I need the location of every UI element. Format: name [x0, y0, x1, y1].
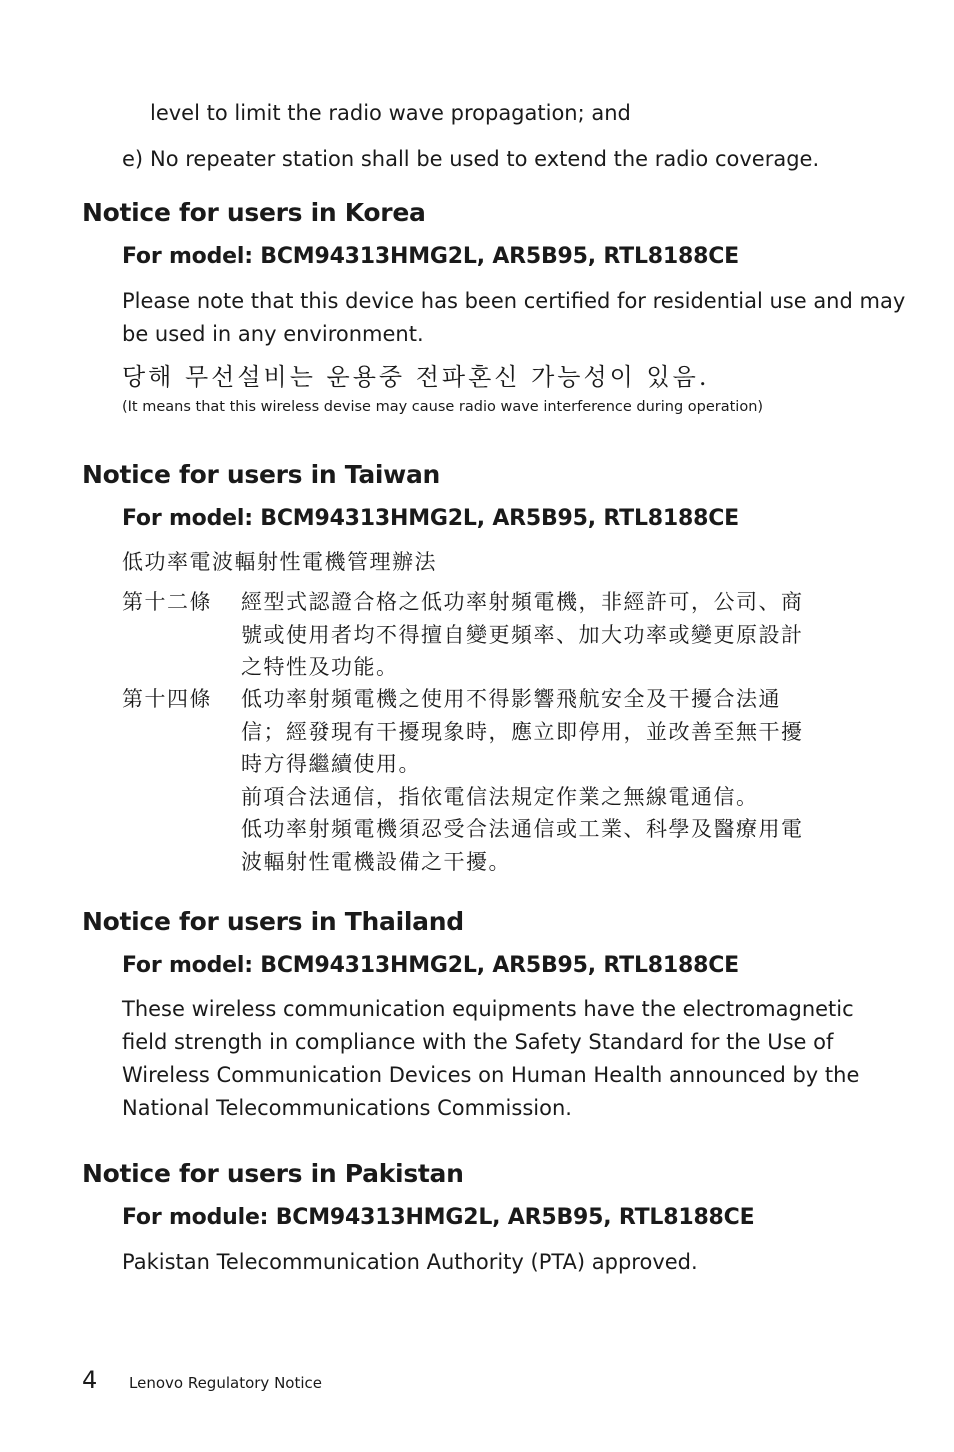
thailand-model: For model: BCM94313HMG2L, AR5B95, RTL8188CE [122, 953, 739, 978]
taiwan-article-14-line: 波輻射性電機設備之干擾。 [241, 849, 511, 874]
thailand-para-line: National Telecommunications Commission. [122, 1096, 572, 1120]
item-e-marker: e) [122, 147, 144, 171]
footer-doc-title: Lenovo Regulatory Notice [129, 1374, 322, 1392]
korea-korean-notice: 당해 무선설비는 운용중 전파혼신 가능성이 있음. [122, 363, 710, 391]
pakistan-model: For module: BCM94313HMG2L, AR5B95, RTL8188CE [122, 1205, 755, 1230]
taiwan-article-14-line: 前項合法通信，指依電信法規定作業之無線電通信。 [241, 784, 759, 809]
korea-translation: (It means that this wireless devise may cause radio wave interference during operation) [122, 399, 764, 415]
pakistan-heading: Notice for users in Pakistan [82, 1159, 464, 1188]
korea-para-line-1: Please note that this device has been certified for residential use and may [122, 289, 906, 313]
taiwan-article-12-line: 之特性及功能。 [241, 655, 399, 679]
taiwan-article-14-line: 低功率射頻電機之使用不得影響飛航安全及干擾合法通 [241, 687, 781, 711]
taiwan-regulation-title: 低功率電波輻射性電機管理辦法 [122, 550, 437, 574]
korea-heading: Notice for users in Korea [82, 198, 426, 227]
thailand-para-line: Wireless Communication Devices on Human Health announced by the [122, 1063, 860, 1087]
taiwan-article-14-line: 信；經發現有干擾現象時，應立即停用，並改善至無干擾 [241, 719, 804, 744]
item-e-text: No repeater station shall be used to extend the radio coverage. [150, 147, 820, 171]
taiwan-article-14-label: 第十四條 [122, 687, 212, 711]
pakistan-para: Pakistan Telecommunication Authority (PTA) approved. [122, 1250, 698, 1274]
taiwan-article-14-line: 時方得繼續使用。 [241, 752, 421, 776]
taiwan-model: For model: BCM94313HMG2L, AR5B95, RTL8188CE [122, 506, 739, 531]
korea-para-line-2: be used in any environment. [122, 322, 424, 346]
taiwan-article-12-line: 經型式認證合格之低功率射頻電機，非經許可，公司、商 [241, 590, 804, 614]
taiwan-article-14-body [241, 683, 851, 878]
taiwan-article-12-label: 第十二條 [122, 590, 212, 614]
taiwan-article-14-line: 低功率射頻電機須忍受合法通信或工業、科學及醫療用電 [241, 817, 804, 841]
thailand-para-line: field strength in compliance with the Safety Standard for the Use of [122, 1030, 834, 1054]
taiwan-article-12-line: 號或使用者均不得擅自變更頻率、加大功率或變更原設計 [241, 622, 804, 647]
page-number: 4 [82, 1366, 98, 1394]
korea-model: For model: BCM94313HMG2L, AR5B95, RTL8188CE [122, 244, 739, 269]
taiwan-article-12-body [241, 586, 851, 684]
thailand-para-line: These wireless communication equipments have the electromagnetic [122, 997, 854, 1021]
taiwan-heading: Notice for users in Taiwan [82, 460, 441, 489]
thailand-heading: Notice for users in Thailand [82, 907, 464, 936]
intro-continued-line: level to limit the radio wave propagation; and [150, 101, 631, 125]
